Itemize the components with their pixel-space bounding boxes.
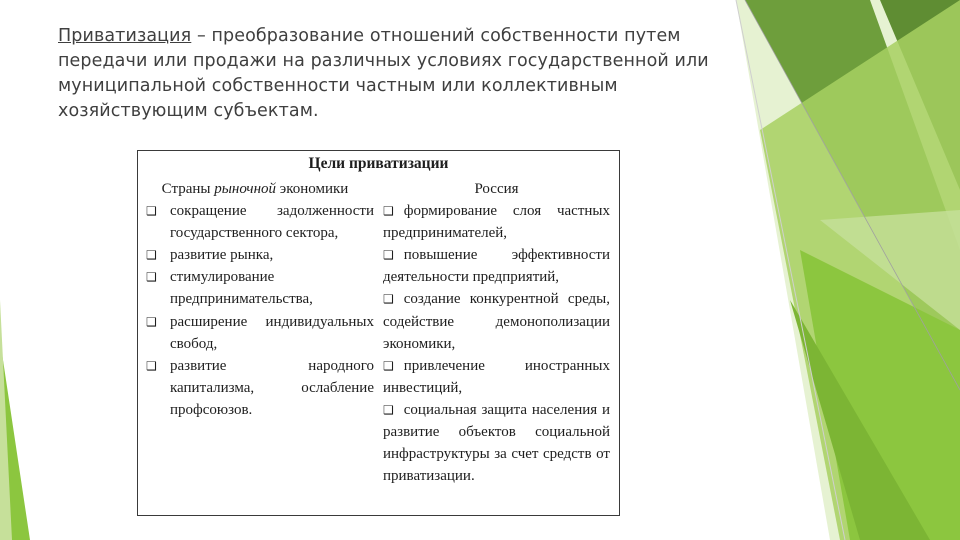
list-item: ❑ стимулирование предпринимательства, — [146, 266, 374, 310]
table-title: Цели приватизации — [308, 155, 449, 172]
checkbox-square-icon: ❑ — [146, 204, 157, 219]
privatization-goals-table — [137, 150, 620, 516]
checkbox-square-icon: ❑ — [383, 402, 394, 417]
list-item: ❑ формирование слоя частных предпринимателей, — [383, 203, 610, 242]
heading-suffix: экономики — [276, 181, 349, 197]
checkbox-square-icon: ❑ — [146, 358, 157, 373]
heading-prefix: Страны — [161, 181, 215, 197]
checkbox-square-icon: ❑ — [383, 204, 394, 219]
list-item: ❑ создание конкурентной среды, содействие демонополизации экономики, — [383, 291, 610, 352]
column-russia — [383, 178, 610, 487]
checkbox-square-icon: ❑ — [146, 314, 157, 329]
definition-text: – преобразование отношений собственности путем передачи или продажи на различных условиях государственной или муниципальной собственности частным или коллективным хозяйствующим субъектам. — [58, 26, 709, 121]
checkbox-square-icon: ❑ — [146, 270, 157, 285]
list-item: ❑ повышение эффективности деятельности предприятий, — [383, 247, 610, 286]
checkbox-square-icon: ❑ — [383, 358, 394, 373]
list-item: ❑ социальная защита населения и развитие объектов социальной инфраструктуры за счет средств от приватизации. — [383, 401, 610, 485]
heading-italic: рыночной — [214, 181, 277, 197]
column-heading-market — [146, 178, 374, 200]
term-privatization: Приватизация — [58, 26, 192, 46]
list-item: ❑ развитие народного капитализма, ослабление профсоюзов. — [146, 355, 374, 421]
column-market-economies — [146, 178, 374, 421]
checkbox-square-icon: ❑ — [383, 248, 394, 263]
column-heading-russia: Россия — [474, 181, 519, 197]
list-item: ❑ привлечение иностранных инвестиций, — [383, 357, 610, 396]
list-item: ❑ развитие рынка, — [146, 244, 374, 266]
list-item: ❑ расширение индивидуальных свобод, — [146, 311, 374, 355]
checkbox-square-icon: ❑ — [383, 292, 394, 307]
definition-paragraph — [58, 24, 718, 124]
checkbox-square-icon: ❑ — [146, 248, 157, 263]
list-item: ❑ сокращение задолженности государственного сектора, — [146, 200, 374, 244]
